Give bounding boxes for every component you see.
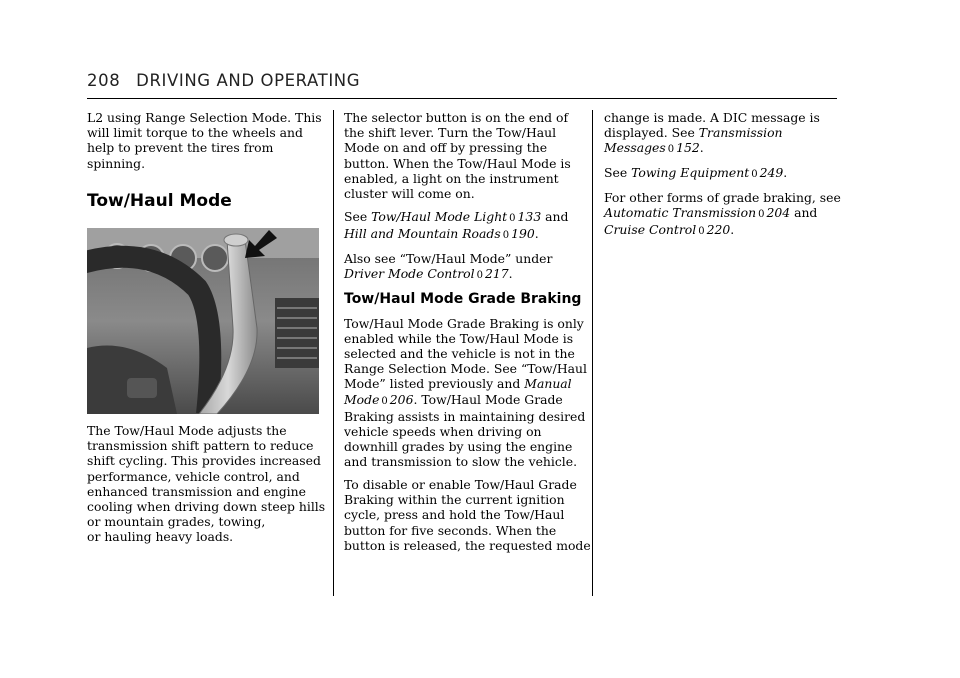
column-2 (344, 110, 591, 561)
cross-reference-link[interactable]: Automatic Transmission (604, 205, 757, 221)
page-ref-arrow-icon: 0 (698, 226, 705, 238)
page-ref-arrow-icon: 0 (751, 169, 758, 181)
section-title: DRIVING AND OPERATING (136, 71, 361, 90)
dic-message-paragraph: change is made. A DIC message is displayed. See Transmission Messages 0 152. (604, 110, 820, 156)
other-grade-braking-paragraph: For other forms of grade braking, see Automatic Transmission 0 204 and Cruise Control 0 220. (604, 189, 841, 238)
grade-braking-paragraph: Tow/Haul Mode Grade Braking is only enabled while the Tow/Haul Mode is selected and the vehicle is not in the Range Selection Mode. See “Tow/Haul Mode” listed previously and Manual Mode 0 206. Tow/Haul Mode Grade Braking assists in maintaining desired vehicle speeds when driving on downhill grades by using the engine and transmission to slow the vehicle. (344, 315, 587, 470)
shift-lever-photo (87, 228, 319, 414)
page-ref-arrow-icon: 0 (667, 144, 675, 156)
page-number: 208 (87, 71, 121, 90)
column-divider (592, 110, 593, 596)
page-ref-arrow-icon: 0 (509, 212, 516, 224)
cross-reference-link[interactable]: Towing Equipment (631, 165, 750, 181)
page-ref-arrow-icon: 0 (476, 269, 483, 281)
page-ref-arrow-icon: 0 (758, 209, 765, 221)
page-header (87, 71, 360, 90)
page-ref-arrow-icon: 0 (502, 229, 510, 241)
page-ref-arrow-icon: 0 (381, 395, 388, 407)
cross-reference-link[interactable]: Cruise Control (604, 222, 697, 238)
column-1-body (87, 423, 326, 552)
see-also-paragraph: See Tow/Haul Mode Light 0 133 and Hill and Mountain Roads 0 190. (344, 208, 569, 241)
cross-reference-link[interactable]: Tow/Haul Mode Light (371, 208, 508, 224)
intro-paragraph: L2 using Range Selection Mode. This will limit torque to the wheels and help to prevent the tires from spinning. (87, 110, 322, 171)
section-heading: Tow/Haul Mode (87, 190, 232, 211)
column-3 (604, 110, 841, 247)
subsection-heading: Tow/Haul Mode Grade Braking (344, 290, 582, 307)
towing-equipment-paragraph: See Towing Equipment 0 249. (604, 165, 788, 181)
column-divider (333, 110, 334, 596)
cross-reference-link[interactable]: Driver Mode Control (344, 265, 475, 281)
tow-haul-description: The Tow/Haul Mode adjusts the transmission shift pattern to reduce shift cycling. This provides increased performance, vehicle control, and enhanced transmission and engine cooling when driving down steep hills or mountain grades, towing, or hauling heavy loads. (87, 423, 326, 545)
also-see-paragraph: Also see “Tow/Haul Mode” under Driver Mode Control 0 217. (344, 250, 553, 281)
header-rule (87, 98, 837, 99)
selector-button-paragraph: The selector button is on the end of the shift lever. Turn the Tow/Haul Mode on and off by pressing the button. When the Tow/Haul Mode is enabled, a light on the instrument cluster will come on. (344, 110, 571, 202)
column-1 (87, 110, 322, 211)
cross-reference-link[interactable]: Manual (524, 376, 572, 392)
disable-enable-paragraph: To disable or enable Tow/Haul Grade Braking within the current ignition cycle, press and hold the Tow/Haul button for five seconds. When the button is released, the requested mode (344, 477, 591, 553)
cross-reference-link[interactable]: Mode (344, 391, 380, 407)
cross-reference-link[interactable]: Messages (604, 140, 666, 156)
shift-lever-illustration (87, 228, 319, 414)
cross-reference-link[interactable]: Hill and Mountain Roads (344, 225, 501, 241)
cross-reference-link[interactable]: Transmission (698, 125, 783, 141)
